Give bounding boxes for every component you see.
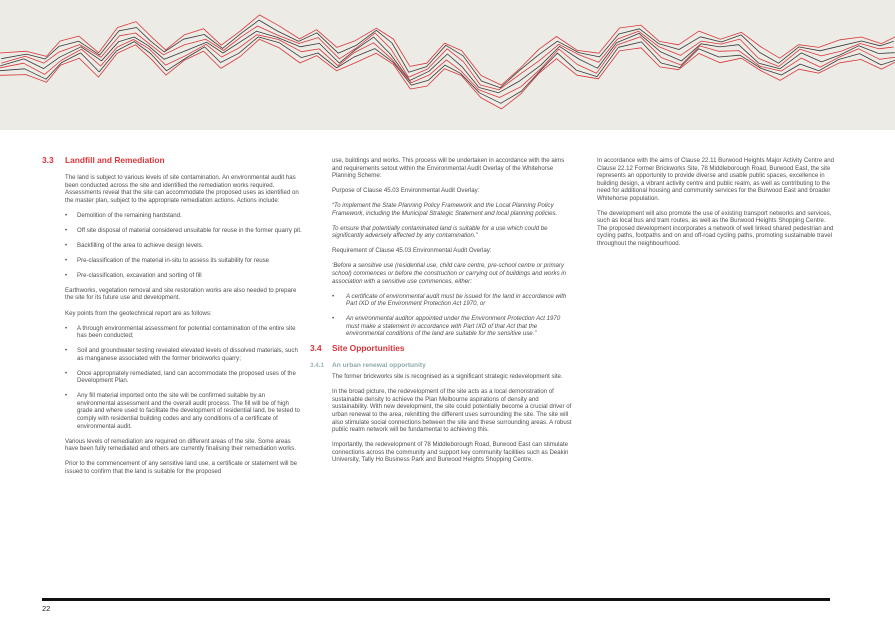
section-title: Site Opportunities — [332, 343, 405, 354]
requirement-list — [332, 293, 572, 338]
paragraph: The former brickworks site is recognised as a significant strategic redevelopment site. — [332, 373, 563, 381]
footer-rule — [42, 598, 830, 601]
paragraph: Prior to the commencement of any sensitive land use, a certificate or statement will be issued to confirm that the land is suitable for the proposed — [65, 460, 298, 475]
column-1 — [42, 157, 304, 483]
subsection-title: An urban renewal opportunity — [332, 362, 426, 370]
column-2-body — [332, 157, 572, 338]
paragraph: Earthworks, vegetation removal and site restoration works are also needed to prepare the site for its future use and development. — [65, 286, 297, 302]
contour-line — [0, 39, 895, 109]
key-points-list — [65, 325, 304, 431]
list-item: • Pre-classification of the material in-situ to assess its suitability for reuse — [65, 257, 304, 265]
section-3-3-body — [65, 174, 304, 475]
quote-paragraph: To ensure that potentially contaminated land is suitable for a use which could be significantly adversely affected by any contamination.” — [332, 224, 548, 240]
actions-list — [65, 212, 304, 280]
list-item: • Any fill material imported onto the site will be confirmed suitable by an environmental assessment and the overall audit process. The fill will be of high grade and where used to facilitate the development of residential land, be tested to comply with residential building codes and any conditions of a certificate of environmental audit. — [65, 392, 304, 430]
list-item: • Once appropriately remediated, land can accommodate the proposed uses of the Development Plan. — [65, 370, 304, 385]
contour-line — [0, 15, 895, 85]
paragraph: Various levels of remediation are required on different areas of the site. Some areas have been fully remediated and others are currently finalising their remediation works. — [65, 437, 297, 453]
list-item: • A through environmental assessment for potential contamination of the entire site has been conducted; — [65, 325, 304, 340]
paragraph: In accordance with the aims of Clause 22.11 Burwood Heights Major Activity Centre and Clause 22.12 Former Brickworks Site, 78 Middleborough Road, Burwood East, the site represents an opportunity to provide diverse and usable public spaces, excellence in building design, a vibrant activity centre and public realm, as well as contributing to the need for additional housing and community services for the Burwood East and broader Whitehorse population. — [597, 157, 834, 202]
list-item: • Demolition of the remaining hardstand. — [65, 212, 304, 220]
paragraph: In the broad picture, the redevelopment of the site acts as a local demonstration of sustainable density to achieve the Plan Melbourne aspirations of density and sustainability. With new development, the site could potentially become a crucial driver of urban renewal to the area, reknitting the different uses surrounding the site. The site will also stimulate social connections between the site and these surrounding areas. A robust public realm network will be fundamental to achieving this. — [332, 388, 572, 434]
list-item: • Backfilling of the area to achieve design levels. — [65, 242, 304, 250]
paragraph: The development will also promote the use of existing transport networks and services, such as local bus and tram routes, as well as the Burwood Heights Shopping Centre. The proposed development incorporates a network of well linked shared pedestrian and cycling paths, footpaths and on and off-road cycling paths, promoting sustainable travel throughout the neighbourhood. — [597, 209, 834, 247]
paragraph: The land is subject to various levels of site contamination. An environmental audit has been conducted across the site and identified the remediation works required. Assessments reveal that the site can accommodate the proposed uses as identified on the master plan, subject to the appropriate remediation actions. Actions include: — [65, 174, 299, 204]
section-3-4-body — [332, 373, 572, 463]
paragraph: Importantly, the redevelopment of 78 Middleborough Road, Burwood East can stimulate connections across the community and support key community facilities such as Deakin University, Tally Ho Business Park and Burwood Heights Shopping Centre. — [332, 441, 569, 464]
section-number: 3.4 — [310, 343, 322, 354]
list-item: • Pre-classification, excavation and sorting of fill — [65, 272, 304, 280]
column-2 — [310, 157, 572, 471]
list-item: • Soil and groundwater testing revealed elevated levels of dissolved materials, such as manganese associated with the former brickworks quarry; — [65, 347, 304, 362]
list-item: • A certificate of environmental audit must be issued for the land in accordance with Part IXD of the Environment Protection Act 1970, or — [332, 293, 572, 308]
page-number: 22 — [42, 604, 51, 613]
paragraph: Requirement of Clause 45.03 Environmental Audit Overlay: — [332, 247, 492, 255]
paragraph: Purpose of Clause 45.03 Environmental Audit Overlay: — [332, 187, 480, 195]
paragraph: Key points from the geotechnical report are as follows: — [65, 309, 212, 317]
subsection-3-4-1-heading — [310, 362, 572, 371]
section-3-3-heading — [42, 157, 304, 169]
list-item: • An environmental auditor appointed under the Environment Protection Act 1970 must make a statement in accordance with Part IXD of that Act that the environmental conditions of the land are suitable for the sensitive use.” — [332, 315, 572, 338]
section-number: 3.3 — [42, 155, 54, 165]
list-item: • Off site disposal of material considered unsuitable for reuse in the former quarry pit. — [65, 227, 304, 235]
paragraph: use, buildings and works. This process will be undertaken in accordance with the aims and requirements setout within the Environmental Audit Overlay of the Whitehorse Planning Scheme: — [332, 157, 565, 180]
quote-paragraph: “To implement the State Planning Policy Framework and the Local Planning Policy Framework, including the Municipal Strategic Statement and local planning policies. — [332, 202, 558, 217]
section-3-4-heading — [310, 345, 572, 357]
subsection-number: 3.4.1 — [310, 362, 325, 370]
section-title: Landfill and Remediation — [65, 155, 165, 165]
contour-lines-graphic — [0, 0, 895, 130]
contour-banner — [0, 0, 895, 130]
column-3 — [597, 157, 835, 255]
quote-paragraph: ‘Before a sensitive use (residential use, child care centre, pre-school centre or primary school) commences or before the construction or carrying out of buildings and works in association with a sensitive use commences, either: — [332, 262, 567, 285]
contour-line — [1, 26, 893, 90]
